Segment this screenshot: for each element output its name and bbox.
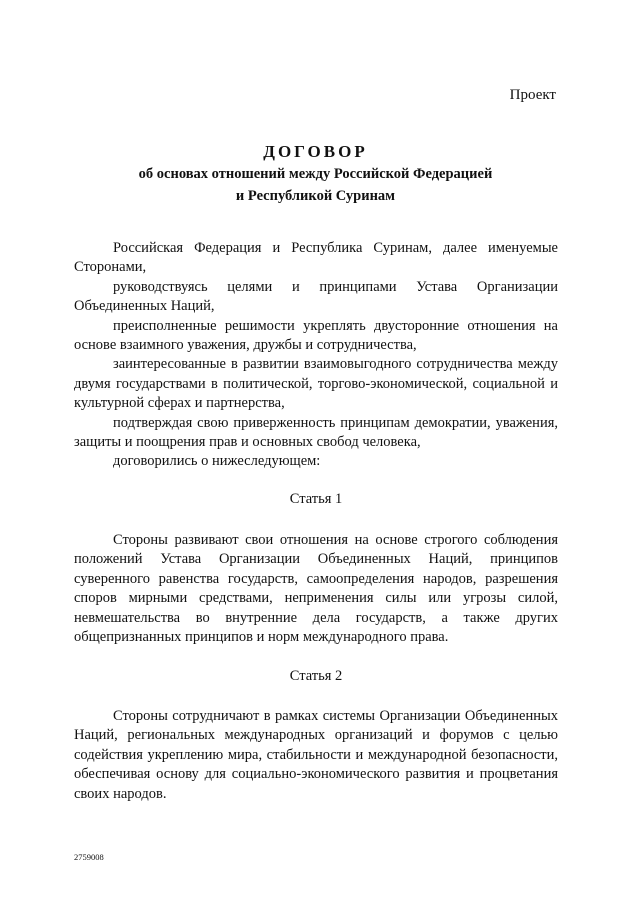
preamble-paragraph: преисполненные решимости укреплять двусторонние отношения на основе взаимного уважения, дружбы и сотрудничества,	[74, 317, 558, 354]
document-subtitle-line-1: об основах отношений между Российской Федерацией	[138, 166, 493, 182]
document-number: 2759008	[74, 852, 104, 862]
preamble-paragraph: договорились о нижеследующем:	[113, 453, 321, 470]
article-2-text	[74, 707, 558, 804]
preamble-paragraph: Российская Федерация и Республика Суринам, далее именуемые Сторонами,	[74, 240, 558, 276]
preamble	[74, 239, 558, 472]
title-block	[72, 142, 559, 206]
article-1-text	[74, 531, 558, 647]
preamble-paragraph: заинтересованные в развитии взаимовыгодного сотрудничества между двумя государствами в политической, торгово-экономической, социальной и культурной сферах и партнерства,	[74, 356, 558, 412]
article-1-heading: Статья 1	[289, 491, 343, 507]
preamble-paragraph: руководствуясь целями и принципами Устава Организации Объединенных Наций,	[74, 278, 558, 315]
article-2-heading: Статья 2	[289, 668, 343, 684]
draft-label: Проект	[509, 87, 556, 103]
article-paragraph: Стороны сотрудничают в рамках системы Организации Объединенных Наций, региональных международных организаций и форумов с целью содействия укреплению мира, стабильности и международной безопасности, обеспечивая основу для социально-экономического развития и процветания своих народов.	[74, 708, 558, 802]
document-title: ДОГОВОР	[263, 142, 368, 161]
preamble-paragraph: подтверждая свою приверженность принципам демократии, уважения, защиты и поощрения прав и основных свобод человека,	[74, 414, 558, 451]
document-subtitle-line-2: и Республикой Суринам	[235, 188, 396, 204]
article-paragraph: Стороны развивают свои отношения на основе строгого соблюдения положений Устава Организации Объединенных Наций, принципов суверенного равенства государств, самоопределения народов, разрешения споров мирными средствами, неприменения силы или угрозы силой, невмешательства во внутренние дела государств, а также других общепризнанных принципов и норм международного права.	[74, 532, 558, 646]
